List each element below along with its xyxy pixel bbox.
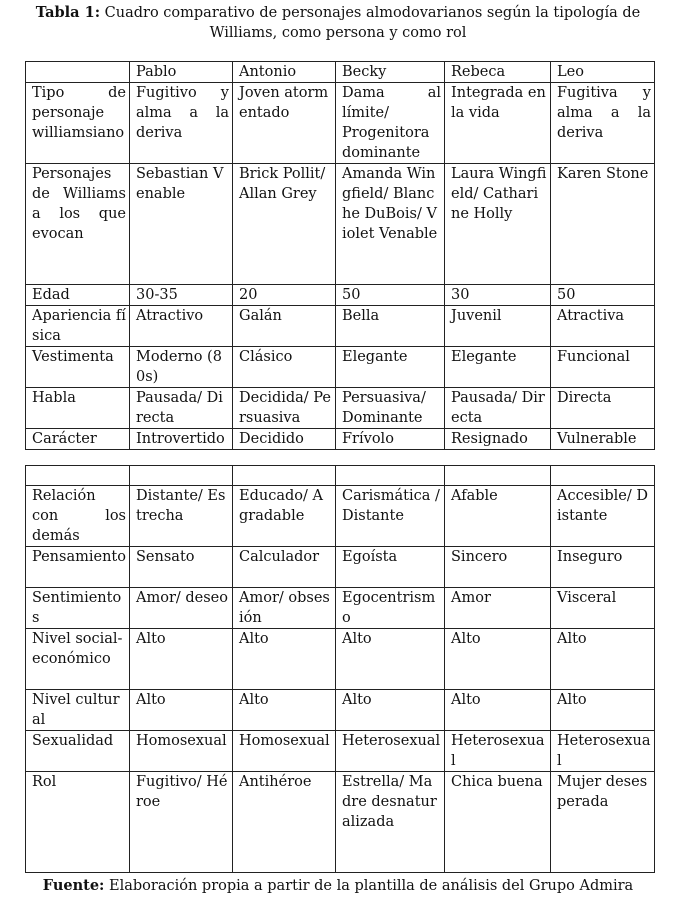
table-cell: Frívolo [336,429,445,450]
table-cell: Heterosexual [445,731,551,772]
table-row [26,772,655,873]
source-text: Elaboración propia a partir de la plantilla de análisis del Grupo Admira [109,878,634,894]
source-label: Fuente: [42,877,105,894]
table-cell: Amor/ obsesión [233,588,336,629]
table-cell: Habla [26,388,130,429]
table-cell: Apariencia física [26,306,130,347]
table-cell: Bella [336,306,445,347]
table-cell: 30-35 [130,285,233,306]
table-cell: Carácter [26,429,130,450]
table-cell: Alto [336,629,445,690]
table-cell: Galán [233,306,336,347]
table-row [26,629,655,690]
table-cell [130,466,233,486]
table-cell: Leo [551,62,655,83]
table-cell: Becky [336,62,445,83]
table-cell: Persuasiva/ Dominante [336,388,445,429]
table-cell: Funcional [551,347,655,388]
table-cell: Alto [233,690,336,731]
table-cell: Homosexual [233,731,336,772]
table-cell: Pablo [130,62,233,83]
table-cell: Visceral [551,588,655,629]
table-cell: Fugitivo/ Héroe [130,772,233,873]
table-cell: Rol [26,772,130,873]
table-cell: Juvenil [445,306,551,347]
comparison-table-rol [25,465,655,873]
table-cell: Pausada/ Directa [130,388,233,429]
table-row [26,429,655,450]
table-cell: Laura Wingfield/ Catharine Holly [445,164,551,285]
caption-text: Cuadro comparativo de personajes almodovarianos según la tipología de Williams, como persona y como rol [104,5,641,41]
table-cell: 50 [551,285,655,306]
table-cell: Resignado [445,429,551,450]
table-cell [336,466,445,486]
table-cell [233,466,336,486]
table-cell: Karen Stone [551,164,655,285]
table-cell: Sebastian Venable [130,164,233,285]
table-cell: 50 [336,285,445,306]
table-cell: Integrada en la vida [445,83,551,164]
table-cell: Sensato [130,547,233,588]
table-cell: Afable [445,486,551,547]
table-row [26,285,655,306]
table-cell: Carismática / Distante [336,486,445,547]
table-cell: Pensamiento [26,547,130,588]
table-row [26,164,655,285]
table-cell: Edad [26,285,130,306]
table-cell: Moderno (80s) [130,347,233,388]
table-cell [26,466,130,486]
table-cell: Antihéroe [233,772,336,873]
table-cell: Chica buena [445,772,551,873]
table-row [26,347,655,388]
table-cell: Decidido [233,429,336,450]
table-cell: Sexualidad [26,731,130,772]
table-cell: Clásico [233,347,336,388]
table-cell: Directa [551,388,655,429]
table-row [26,388,655,429]
table-cell: Atractivo [130,306,233,347]
table-cell: Rebeca [445,62,551,83]
table-cell: Homosexual [130,731,233,772]
table-cell: Joven atormentado [233,83,336,164]
table-cell: Alto [336,690,445,731]
source-note [0,876,676,896]
table-row [26,83,655,164]
table-cell: Brick Pollit/ Allan Grey [233,164,336,285]
table-cell: Calculador [233,547,336,588]
table-cell: Inseguro [551,547,655,588]
table-cell: Atractiva [551,306,655,347]
table-cell: Elegante [336,347,445,388]
table-cell: Personajes de Williams a los que evocan [26,164,130,285]
table-cell: Alto [551,629,655,690]
table-cell: Heterosexual [336,731,445,772]
table-cell: Alto [445,690,551,731]
table-cell: Sentimientos [26,588,130,629]
table-cell: Nivel cultural [26,690,130,731]
table-cell: Estrella/ Madre desnaturalizada [336,772,445,873]
blank-row [26,466,655,486]
table-cell: Tipo de personaje williamsiano [26,83,130,164]
table-cell: Alto [551,690,655,731]
table-cell: Vulnerable [551,429,655,450]
table-cell: Alto [130,690,233,731]
table-cell: Amor/ deseo [130,588,233,629]
table-cell: Fugitivo y alma a la deriva [130,83,233,164]
table-cell: Accesible/ Distante [551,486,655,547]
table-cell: Egocentrismo [336,588,445,629]
table-cell: Amanda Wingfield/ Blanche DuBois/ Violet Venable [336,164,445,285]
table-cell: Nivel social-económico [26,629,130,690]
table-row [26,690,655,731]
table-cell: Egoísta [336,547,445,588]
table-cell: Decidida/ Persuasiva [233,388,336,429]
table-cell: Relación con los demás [26,486,130,547]
table-caption [0,3,676,43]
table-cell: Distante/ Estrecha [130,486,233,547]
table-cell: Fugitiva y alma a la deriva [551,83,655,164]
table-row [26,547,655,588]
table-cell [26,62,130,83]
table-row [26,588,655,629]
table-cell: Mujer desesperada [551,772,655,873]
table-cell: Antonio [233,62,336,83]
comparison-table-persona [25,61,655,450]
table-cell: 30 [445,285,551,306]
table-cell: Educado/ Agradable [233,486,336,547]
table-cell: Pausada/ Directa [445,388,551,429]
table-cell: Heterosexual [551,731,655,772]
table-cell: Dama al límite/ Progenitora dominante [336,83,445,164]
table-cell: Alto [130,629,233,690]
table-row [26,486,655,547]
table-cell [445,466,551,486]
table-row [26,731,655,772]
table-cell [551,466,655,486]
table-cell: 20 [233,285,336,306]
caption-label: Tabla 1: [35,4,101,21]
table-cell: Elegante [445,347,551,388]
table-row [26,306,655,347]
table-cell: Introvertido [130,429,233,450]
table-cell: Alto [233,629,336,690]
table-cell: Alto [445,629,551,690]
header-row [26,62,655,83]
table-cell: Amor [445,588,551,629]
table-cell: Sincero [445,547,551,588]
table-cell: Vestimenta [26,347,130,388]
